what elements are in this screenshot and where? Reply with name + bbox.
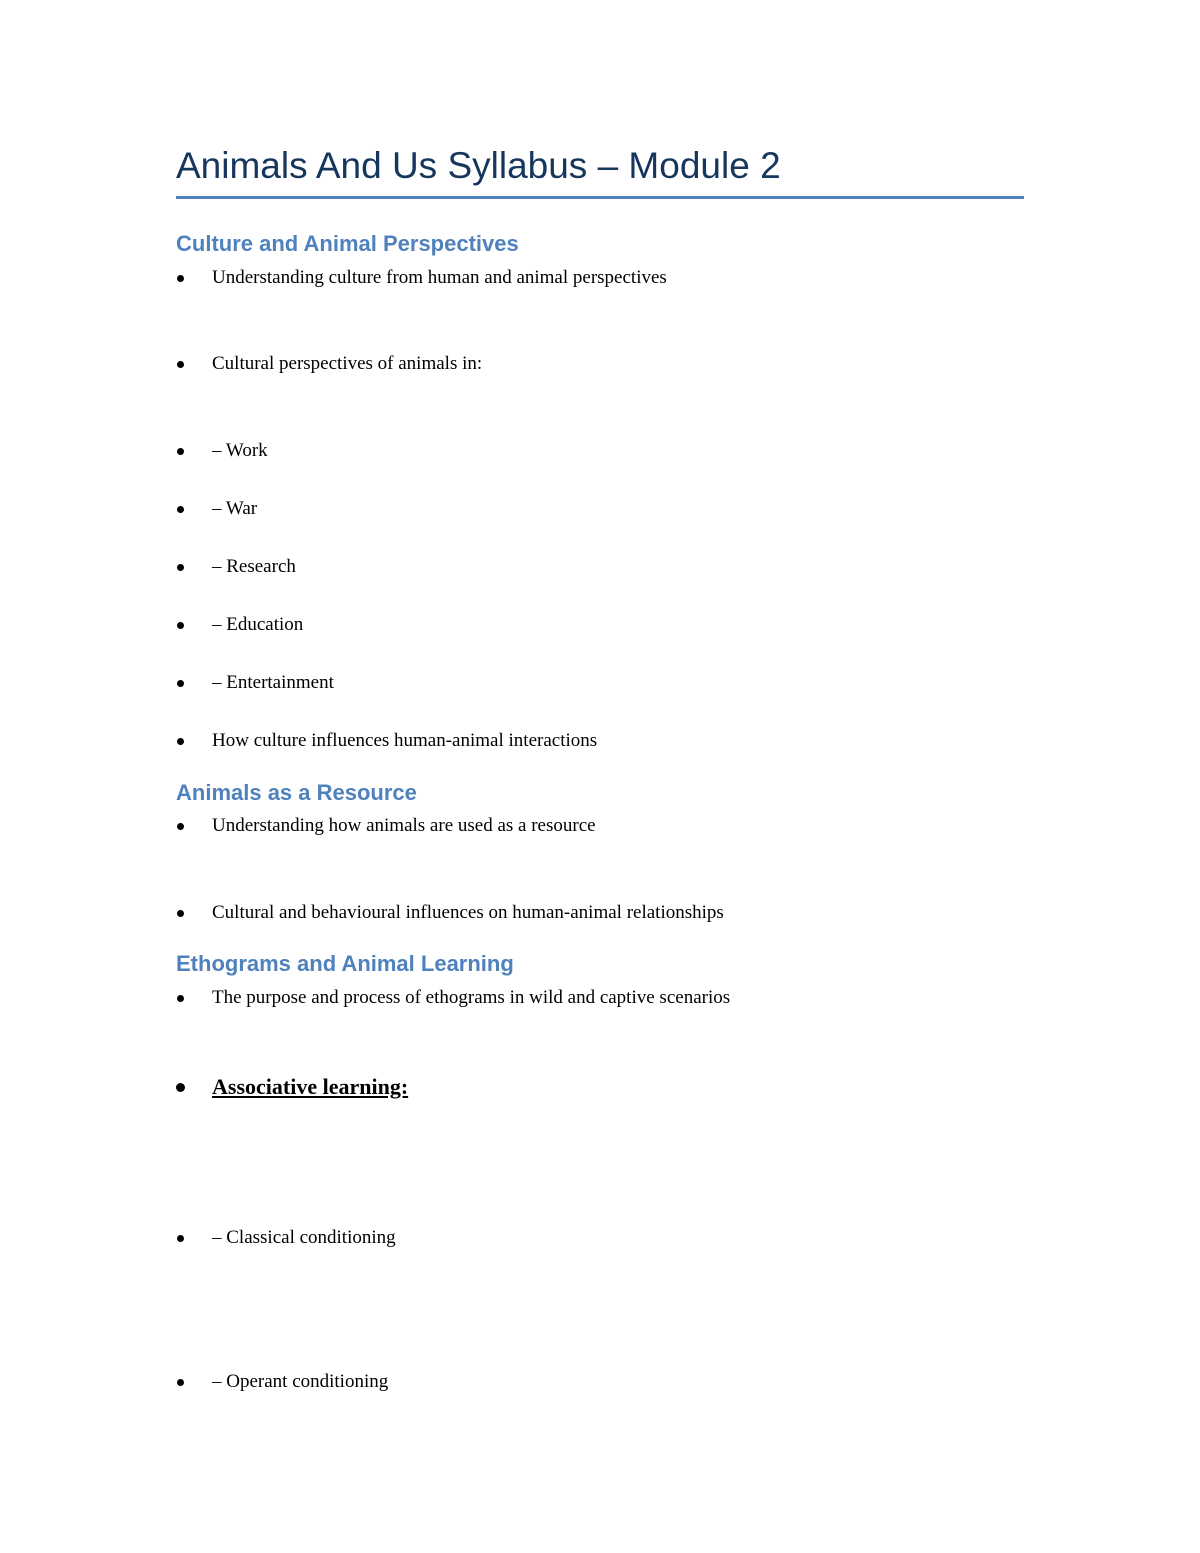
title-underline bbox=[176, 196, 1024, 199]
bullet-icon bbox=[176, 351, 186, 377]
bullet-icon bbox=[176, 1225, 186, 1251]
bullet-icon bbox=[176, 1072, 186, 1102]
bullet-icon bbox=[176, 496, 186, 522]
bullet-icon bbox=[176, 900, 186, 926]
section-heading-ethograms: Ethograms and Animal Learning bbox=[176, 951, 514, 976]
bullet-icon bbox=[176, 813, 186, 839]
bullet-icon bbox=[176, 554, 186, 580]
bullet-icon bbox=[176, 265, 186, 291]
document-title: Animals And Us Syllabus – Module 2 bbox=[176, 145, 781, 186]
bullet-icon bbox=[176, 438, 186, 464]
section-heading-culture: Culture and Animal Perspectives bbox=[176, 231, 519, 256]
document-page: Animals And Us Syllabus – Module 2 Culture and Animal Perspectives Understanding culture from human and animal perspectives Cultural perspectives of animals in: – Work – War – Research – Education – Entertainment How culture influences human-animal interactions Animals as a Resource Understanding how animals are used as a resource Cultural and behavioural influences on human-animal relationships Ethograms and Animal Learning The purpose and process of ethograms in wild and captive scenarios Associative learning: – Classical conditioning – Operant conditioning bbox=[0, 0, 1200, 1553]
bullet-icon bbox=[176, 985, 186, 1011]
section-heading-resource: Animals as a Resource bbox=[176, 780, 417, 805]
bullet-icon bbox=[176, 670, 186, 696]
bullet-icon bbox=[176, 728, 186, 754]
bullet-icon bbox=[176, 1369, 186, 1395]
bullet-icon bbox=[176, 612, 186, 638]
